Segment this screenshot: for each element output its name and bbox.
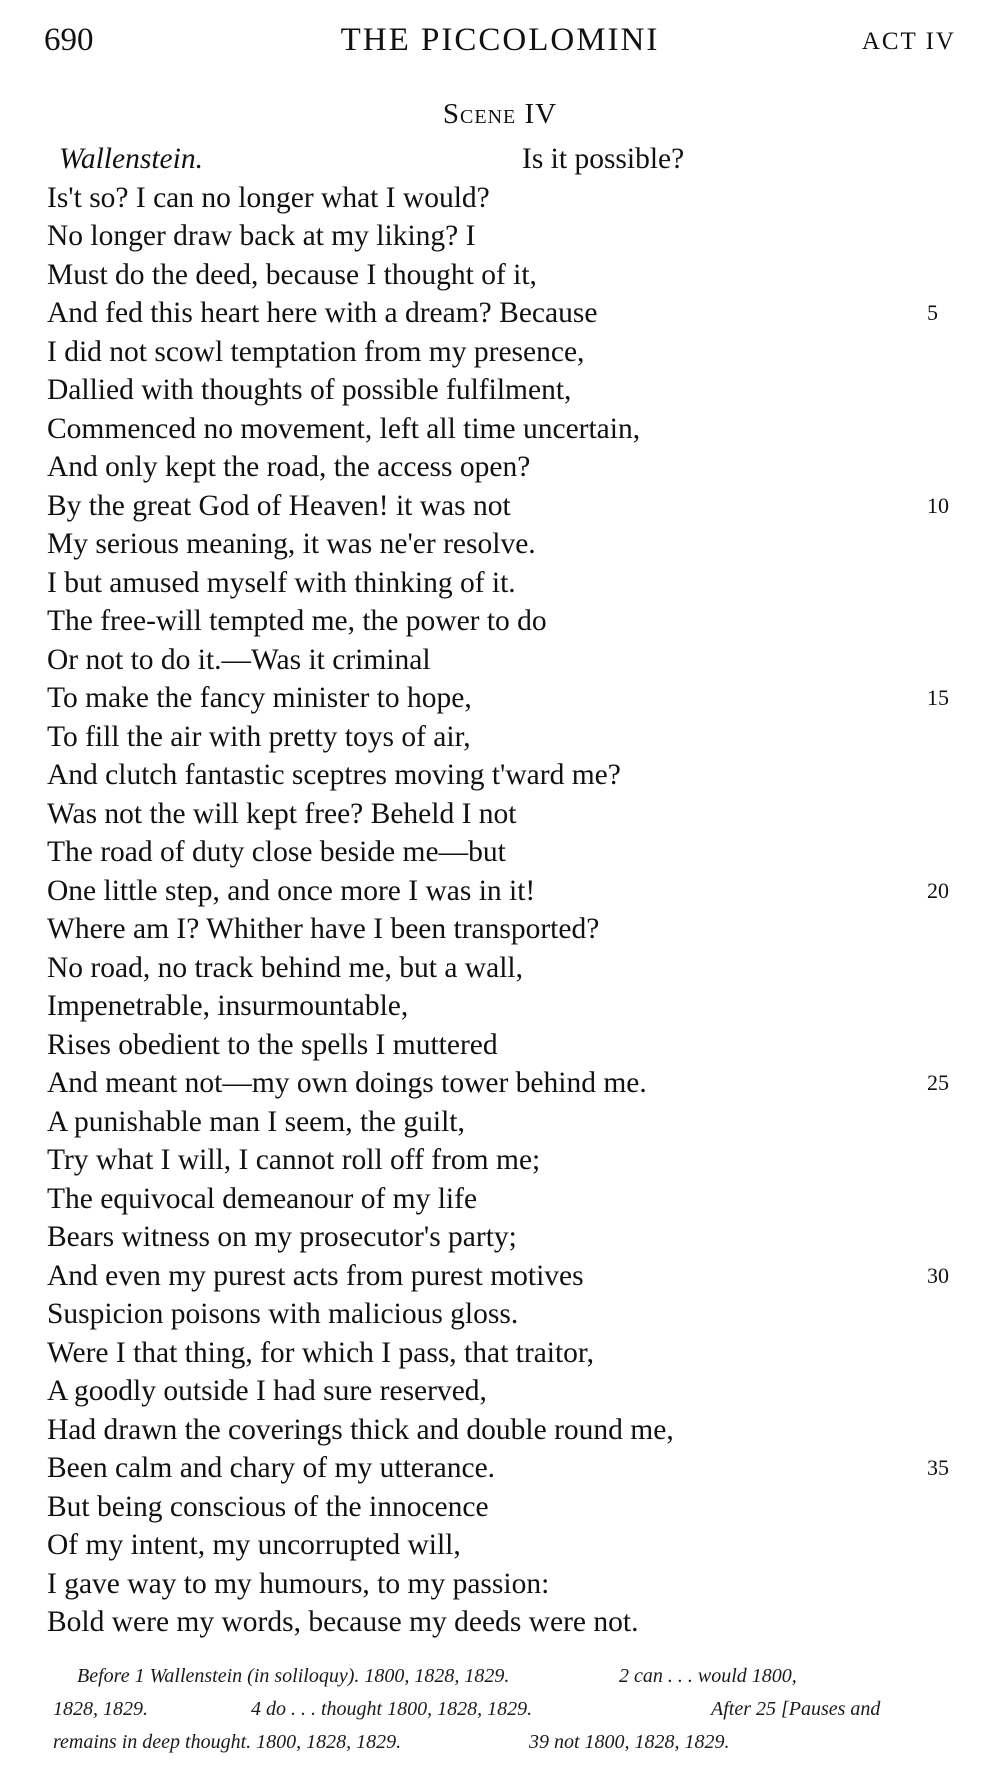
verse-line bbox=[47, 949, 947, 988]
verse-line bbox=[47, 1103, 947, 1142]
footnote-line bbox=[53, 1693, 953, 1726]
line-number: 25 bbox=[927, 1070, 949, 1095]
verse-text: Suspicion poisons with malicious gloss. bbox=[47, 1298, 519, 1330]
verse-text: The free-will tempted me, the power to do bbox=[47, 605, 547, 637]
verse-line bbox=[47, 1526, 947, 1565]
page-header bbox=[44, 14, 956, 64]
verse-line bbox=[47, 217, 947, 256]
verse-text: No road, no track behind me, but a wall, bbox=[47, 951, 523, 984]
verse-line bbox=[47, 1257, 947, 1296]
line-number: 35 bbox=[927, 1455, 949, 1480]
verse-text: My serious meaning, it was ne'er resolve. bbox=[47, 528, 536, 560]
verse-text: Is it possible? bbox=[522, 143, 685, 175]
verse-text: One little step, and once more I was in it! bbox=[47, 874, 536, 907]
verse-text: Was not the will kept free? Beheld I not bbox=[47, 797, 517, 830]
footnote-text: After 25 [Pauses and bbox=[711, 1698, 881, 1720]
verse-text: Were I that thing, for which I pass, that traitor, bbox=[47, 1336, 594, 1369]
verse-text: Rises obedient to the spells I muttered bbox=[47, 1028, 498, 1061]
verse-line bbox=[47, 1488, 947, 1527]
page-number: 690 bbox=[44, 22, 94, 58]
verse-text: To fill the air with pretty toys of air, bbox=[47, 720, 471, 753]
verse-text: And clutch fantastic sceptres moving t'ward me? bbox=[47, 759, 621, 791]
verse-line bbox=[47, 1565, 947, 1604]
verse-line bbox=[47, 833, 947, 872]
verse-text: Must do the deed, because I thought of it, bbox=[47, 258, 537, 291]
verse-line bbox=[47, 641, 947, 680]
verse-line bbox=[47, 1064, 947, 1103]
verse-text: By the great God of Heaven! it was not bbox=[47, 489, 511, 522]
verse-line bbox=[47, 1603, 947, 1642]
verse-line bbox=[47, 987, 947, 1026]
verse-text: Had drawn the coverings thick and double round me, bbox=[47, 1413, 674, 1446]
verse-text: Or not to do it.—Was it criminal bbox=[47, 643, 431, 676]
verse-line bbox=[47, 602, 947, 641]
verse-line bbox=[47, 1334, 947, 1373]
line-number: 20 bbox=[927, 877, 949, 903]
verse-line bbox=[47, 525, 947, 564]
verse-text: The equivocal demeanour of my life bbox=[47, 1182, 478, 1215]
poem-body bbox=[47, 140, 947, 1642]
footnote-text: 2 can . . . would 1800, bbox=[619, 1665, 797, 1687]
verse-text: A punishable man I seem, the guilt, bbox=[47, 1105, 465, 1138]
verse-text: And fed this heart here with a dream? Because bbox=[47, 297, 598, 329]
verse-text: Where am I? Whither have I been transported? bbox=[47, 913, 600, 945]
verse-line bbox=[47, 179, 947, 218]
verse-line bbox=[47, 1411, 947, 1450]
verse-line bbox=[47, 1449, 947, 1488]
verse-text: And meant not—my own doings tower behind me. bbox=[47, 1067, 647, 1099]
line-number: 30 bbox=[927, 1262, 949, 1288]
footnote-text: remains in deep thought. 1800, 1828, 1829. bbox=[53, 1731, 402, 1753]
verse-text: Impenetrable, insurmountable, bbox=[47, 990, 409, 1022]
verse-text: Commenced no movement, left all time uncertain, bbox=[47, 412, 641, 445]
verse-line bbox=[47, 872, 947, 911]
verse-line bbox=[47, 679, 947, 718]
verse-line bbox=[47, 1180, 947, 1219]
verse-text: A goodly outside I had sure reserved, bbox=[47, 1375, 487, 1407]
verse-text: Try what I will, I cannot roll off from me; bbox=[47, 1144, 541, 1176]
verse-text: Is't so? I can no longer what I would? bbox=[47, 181, 490, 214]
verse-line bbox=[47, 487, 947, 526]
verse-line bbox=[47, 410, 947, 449]
verse-text: Of my intent, my uncorrupted will, bbox=[47, 1529, 461, 1561]
verse-line bbox=[47, 1141, 947, 1180]
verse-text: No longer draw back at my liking? I bbox=[47, 220, 476, 252]
verse-text: I did not scowl temptation from my presence, bbox=[47, 335, 585, 368]
verse-line bbox=[47, 1026, 947, 1065]
verse-text: Bears witness on my prosecutor's party; bbox=[47, 1221, 517, 1253]
verse-text: Dallied with thoughts of possible fulfilment, bbox=[47, 374, 572, 406]
verse-line bbox=[47, 448, 947, 487]
verse-line bbox=[47, 1295, 947, 1334]
verse-line bbox=[47, 718, 947, 757]
verse-line bbox=[47, 564, 947, 603]
line-number: 10 bbox=[927, 492, 949, 518]
verse-line bbox=[47, 140, 947, 179]
footnote-line bbox=[53, 1726, 953, 1759]
speaker-name: Wallenstein. bbox=[59, 143, 203, 175]
scene-heading-text: Scene IV bbox=[442, 98, 558, 130]
verse-text: I but amused myself with thinking of it. bbox=[47, 566, 516, 599]
verse-line bbox=[47, 371, 947, 410]
footnote-text: Before 1 Wallenstein (in soliloquy). 1800, 1828, 1829. bbox=[77, 1665, 510, 1687]
footnote-text: 1828, 1829. bbox=[53, 1698, 148, 1720]
act-label: ACT IV bbox=[861, 28, 956, 55]
line-number: 15 bbox=[927, 685, 949, 710]
verse-line bbox=[47, 795, 947, 834]
verse-text: And only kept the road, the access open? bbox=[47, 451, 531, 483]
verse-text: The road of duty close beside me—but bbox=[47, 836, 506, 868]
verse-line bbox=[47, 256, 947, 295]
verse-text: And even my purest acts from purest motives bbox=[47, 1259, 584, 1292]
footnotes bbox=[53, 1660, 953, 1759]
running-title: THE PICCOLOMINI bbox=[340, 22, 660, 58]
footnote-text: 4 do . . . thought 1800, 1828, 1829. bbox=[251, 1698, 533, 1720]
footnote-line bbox=[53, 1660, 953, 1693]
verse-line bbox=[47, 294, 947, 333]
verse-text: I gave way to my humours, to my passion: bbox=[47, 1567, 550, 1600]
verse-line bbox=[47, 333, 947, 372]
verse-line bbox=[47, 1372, 947, 1411]
verse-line bbox=[47, 1218, 947, 1257]
verse-text: Been calm and chary of my utterance. bbox=[47, 1452, 496, 1484]
verse-line bbox=[47, 756, 947, 795]
verse-text: But being conscious of the innocence bbox=[47, 1490, 489, 1523]
scene-heading bbox=[0, 98, 1000, 131]
verse-text: To make the fancy minister to hope, bbox=[47, 682, 472, 714]
line-number: 5 bbox=[927, 300, 938, 325]
verse-text: Bold were my words, because my deeds were not. bbox=[47, 1606, 639, 1638]
verse-line bbox=[47, 910, 947, 949]
footnote-text: 39 not 1800, 1828, 1829. bbox=[529, 1731, 730, 1753]
